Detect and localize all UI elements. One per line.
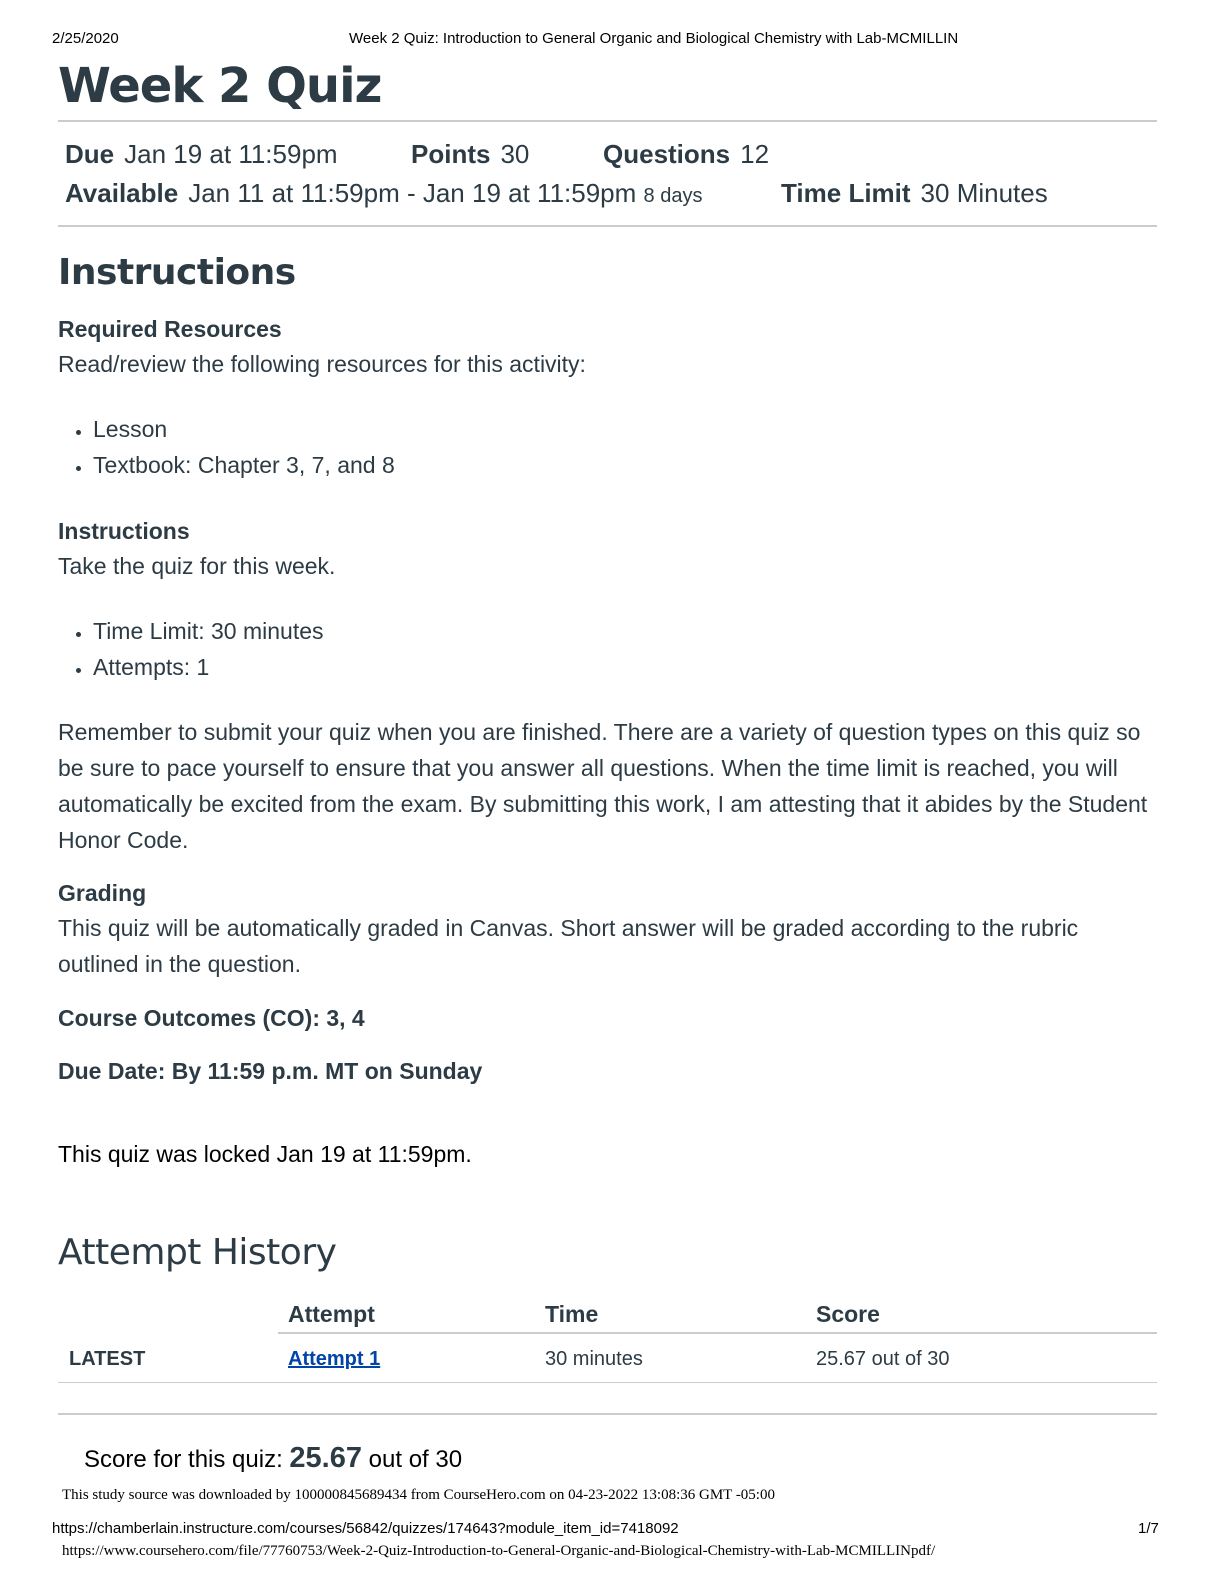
column-header-attempt: Attempt: [288, 1301, 375, 1327]
due-label: Due: [65, 139, 115, 169]
time-limit-meta: [781, 178, 1048, 209]
column-header-score: Score: [816, 1301, 880, 1327]
resources-heading: Required Resources: [58, 316, 282, 342]
list-item: • Time Limit: 30 minutes: [93, 613, 324, 649]
instructions-heading: Instructions: [58, 252, 296, 293]
reminder-text: Remember to submit your quiz when you are finished. There are a variety of question types on this quiz so be sure to pace yourself to ensure that you answer all questions. When the time limit is reached, you will automatically be excited from the exam. By submitting this work, I am attesting that it abides by the Student Honor Code.: [58, 719, 1148, 853]
list-item: • Textbook: Chapter 3, 7, and 8: [93, 447, 395, 483]
column-header-time: Time: [545, 1301, 599, 1327]
due-date-note: Due Date: By 11:59 p.m. MT on Sunday: [58, 1058, 483, 1084]
attempt-1-link[interactable]: Attempt 1: [288, 1348, 381, 1370]
instructions-intro: Take the quiz for this week.: [58, 553, 336, 579]
page-title: Week 2 Quiz: [58, 58, 382, 114]
meta-divider: [58, 225, 1157, 227]
attempt-score: 25.67 out of 30: [816, 1348, 950, 1370]
score-label: Score for this quiz:: [84, 1446, 283, 1473]
points-label: Points: [411, 139, 491, 169]
locked-notice: This quiz was locked Jan 19 at 11:59pm.: [58, 1141, 472, 1167]
points-value: 30: [500, 139, 530, 169]
questions-label: Questions: [603, 139, 731, 169]
available-meta: [65, 178, 702, 209]
course-outcomes: Course Outcomes (CO): 3, 4: [58, 1005, 365, 1031]
score-suffix: out of 30: [368, 1446, 463, 1473]
available-days: 8 days: [643, 185, 703, 207]
time-limit-label: Time Limit: [781, 178, 911, 208]
instructions-subheading: Instructions: [58, 518, 190, 544]
points-meta: [411, 139, 529, 170]
print-url: https://chamberlain.instructure.com/courses/56842/quizzes/174643?module_item_id=7418092: [52, 1520, 679, 1537]
grading-text: This quiz will be automatically graded in Canvas. Short answer will be graded according to the rubric outlined in the question.: [58, 915, 1079, 977]
grading-heading: Grading: [58, 880, 147, 906]
quiz-score: [84, 1442, 462, 1475]
due-value: Jan 19 at 11:59pm: [124, 139, 338, 169]
source-url: https://www.coursehero.com/file/77760753/Week-2-Quiz-Introduction-to-General-Organic-and-Biological-Chemistry-with-Lab-MCMILLINpdf/: [62, 1543, 936, 1559]
resources-intro: Read/review the following resources for this activity:: [58, 351, 586, 377]
table-row-divider: [58, 1382, 1157, 1383]
print-title: Week 2 Quiz: Introduction to General Organic and Biological Chemistry with Lab-MCMILLIN: [349, 30, 959, 47]
instructions-list: [58, 613, 324, 685]
time-limit-value: 30 Minutes: [920, 178, 1048, 208]
questions-value: 12: [740, 139, 770, 169]
due-meta: [65, 139, 338, 170]
print-date: 2/25/2020: [52, 30, 119, 47]
title-divider: [58, 120, 1157, 122]
attempt-history-heading: Attempt History: [58, 1232, 337, 1273]
download-notice: This study source was downloaded by 100000845689434 from CourseHero.com on 04-23-2022 13:08:36 GMT -05:00: [62, 1487, 775, 1503]
available-label: Available: [65, 178, 179, 208]
resources-list: [58, 411, 395, 483]
score-value: 25.67: [289, 1442, 362, 1474]
latest-tag: LATEST: [69, 1348, 146, 1370]
available-value: Jan 11 at 11:59pm - Jan 19 at 11:59pm: [188, 178, 637, 208]
attempt-time: 30 minutes: [545, 1348, 643, 1370]
page-number: 1/7: [1138, 1520, 1159, 1537]
list-item: • Attempts: 1: [93, 649, 324, 685]
questions-meta: [603, 139, 769, 170]
table-header-divider: [278, 1332, 1157, 1334]
score-divider: [58, 1413, 1157, 1415]
list-item: • Lesson: [93, 411, 395, 447]
